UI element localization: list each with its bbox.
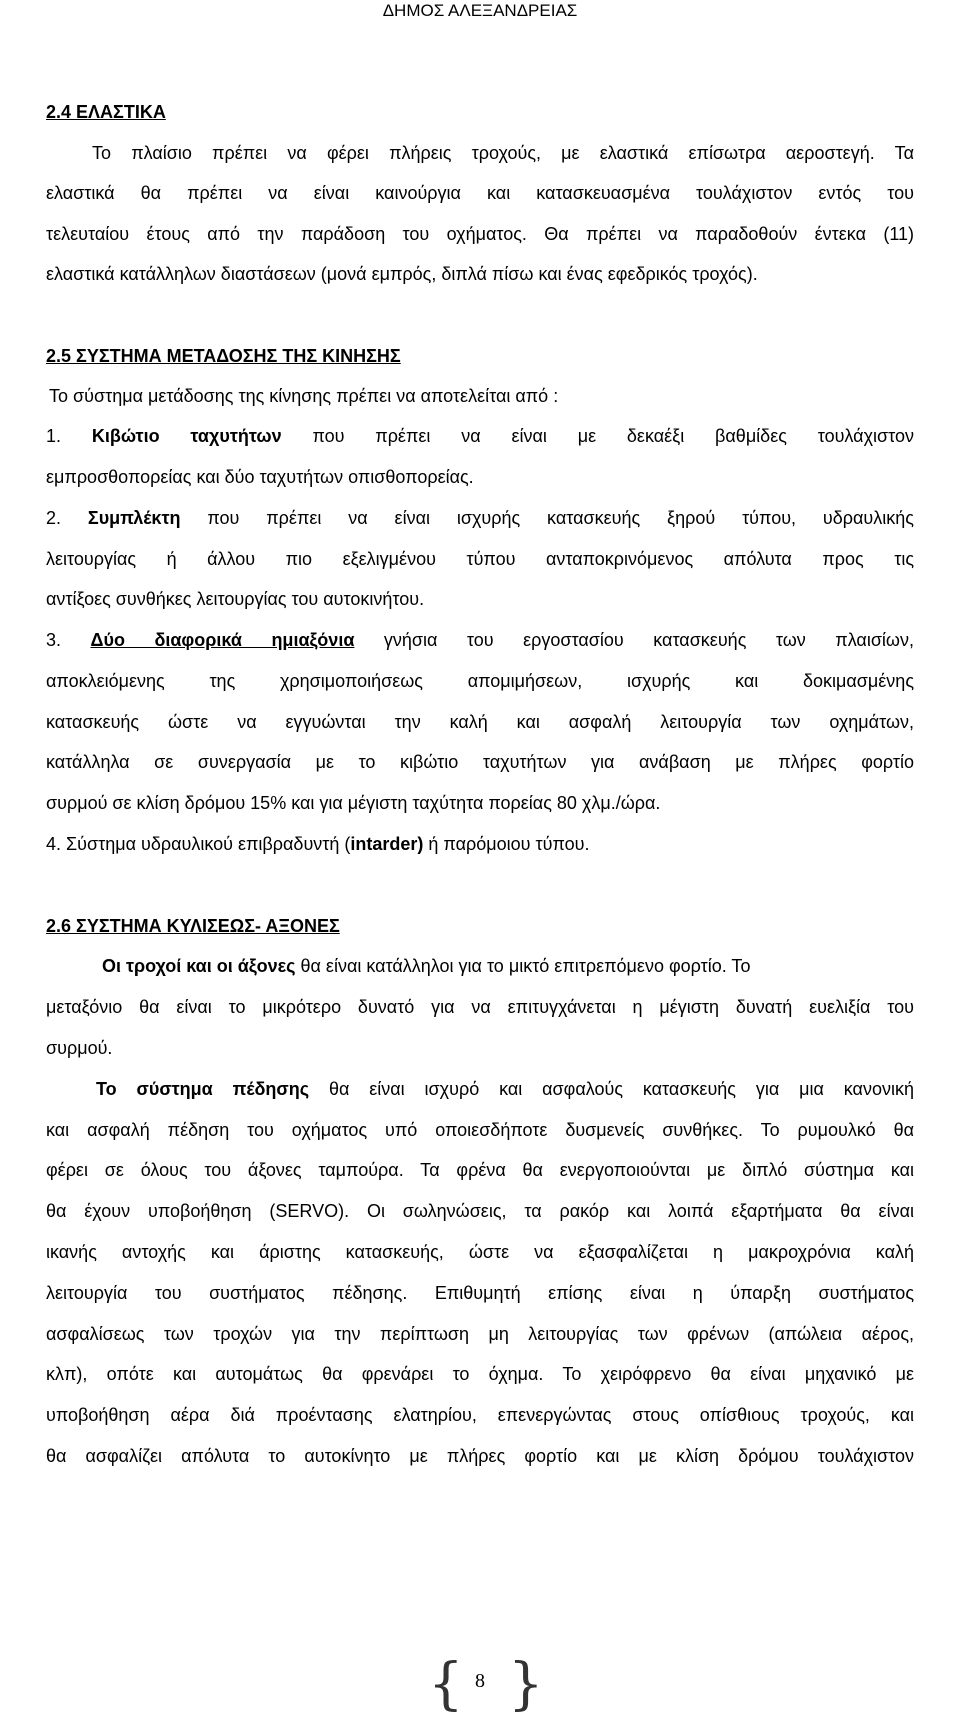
list-item-2-line: λειτουργίας ή άλλου πιο εξελιγμένου τύπου ανταποκρινόμενος απόλυτα προς τις	[46, 549, 914, 569]
section-heading-2-4: 2.4 ΕΛΑΣΤΙΚΑ	[46, 102, 166, 122]
paragraph-line: Το πλαίσιο πρέπει να φέρει πλήρεις τροχούς, με ελαστικά επίσωτρα αεροστεγή. Τα	[92, 143, 914, 163]
paragraph-line: μεταξόνιο θα είναι το μικρότερο δυνατό για να επιτυγχάνεται η μέγιστη δυνατή ευελιξία του	[46, 997, 914, 1017]
page-footer	[0, 1652, 960, 1719]
section-intro: Το σύστημα μετάδοσης της κίνησης πρέπει να αποτελείται από :	[49, 386, 559, 406]
list-item-1-line: 1. Κιβώτιο ταχυτήτων που πρέπει να είναι με δεκαέξι βαθμίδες τουλάχιστον	[46, 426, 914, 446]
list-item-3-line: κατάλληλα σε συνεργασία με το κιβώτιο ταχυτήτων για ανάβαση με πλήρες φορτίο	[46, 752, 914, 772]
paragraph-line: συρμού.	[46, 1038, 113, 1058]
list-item-4-term: intarder)	[350, 834, 424, 854]
left-brace-icon: {	[428, 1652, 464, 1717]
list-item-1-term: Κιβώτιο ταχυτήτων	[91, 426, 282, 446]
list-item-1-line: εμπροσθοπορείας και δύο ταχυτήτων οπισθοπορείας.	[46, 467, 474, 487]
paragraph-line: ελαστικά θα πρέπει να είναι καινούργια και κατασκευασμένα τουλάχιστον εντός του	[46, 183, 914, 203]
page-header: ΔΗΜΟΣ ΑΛΕΞΑΝΔΡΕΙΑΣ	[382, 1, 578, 20]
list-item-4-line: 4. Σύστημα υδραυλικού επιβραδυντή (intarder) ή παρόμοιου τύπου.	[46, 834, 590, 854]
list-item-3-term: Δύο διαφορικά ημιαξόνια	[90, 630, 355, 650]
paragraph-line: και ασφαλή πέδηση του οχήματος υπό οποιεσδήποτε δυσμενείς συνθήκες. Το ρυμουλκό θα	[46, 1120, 914, 1140]
wheels-axles-term: Οι τροχοί και οι άξονες	[102, 956, 296, 976]
list-item-3-line: 3. Δύο διαφορικά ημιαξόνια γνήσια του εργοστασίου κατασκευής των πλαισίων,	[46, 630, 914, 650]
paragraph-line: Οι τροχοί και οι άξονες θα είναι κατάλληλοι για το μικτό επιτρεπόμενο φορτίο. Το	[102, 956, 751, 976]
list-item-3-line: συρμού σε κλίση δρόμου 15% και για μέγιστη ταχύτητα πορείας 80 χλμ./ώρα.	[46, 793, 661, 813]
paragraph-line: ικανής αντοχής και άριστης κατασκευής, ώστε να εξασφαλίζεται η μακροχρόνια καλή	[46, 1242, 914, 1262]
list-item-2-term: Συμπλέκτη	[87, 508, 181, 528]
section-heading-2-6: 2.6 ΣΥΣΤΗΜΑ ΚΥΛΙΣΕΩΣ- ΑΞΟΝΕΣ	[46, 916, 340, 936]
paragraph-line: Το σύστημα πέδησης θα είναι ισχυρό και ασφαλούς κατασκευής για μια κανονική	[96, 1079, 914, 1099]
list-item-3-line: αποκλειόμενης της χρησιμοποιήσεως απομιμήσεων, ισχυρής και δοκιμασμένης	[46, 671, 914, 691]
paragraph-line: φέρει σε όλους του άξονες ταμπούρα. Τα φρένα θα ενεργοποιούνται με διπλό σύστημα και	[46, 1160, 914, 1180]
right-brace-icon: }	[508, 1652, 544, 1717]
paragraph-line: θα έχουν υποβοήθηση (SERVO). Οι σωληνώσεις, τα ρακόρ και λοιπά εξαρτήματα θα είναι	[46, 1201, 914, 1221]
list-item-2-line: 2. Συμπλέκτη που πρέπει να είναι ισχυρής κατασκευής ξηρού τύπου, υδραυλικής	[46, 508, 914, 528]
page-number: 8	[475, 1670, 485, 1692]
section-heading-2-5: 2.5 ΣΥΣΤΗΜΑ ΜΕΤΑΔΟΣΗΣ ΤΗΣ ΚΙΝΗΣΗΣ	[46, 346, 401, 366]
paragraph-line: υποβοήθηση αέρα διά προέντασης ελατηρίου, επενεργώντας στους οπίσθιους τροχούς, και	[46, 1405, 914, 1425]
paragraph-line: λειτουργία του συστήματος πέδησης. Επιθυμητή επίσης είναι η ύπαρξη συστήματος	[46, 1283, 914, 1303]
list-item-3-line: κατασκευής ώστε να εγγυώνται την καλή και ασφαλή λειτουργία των οχημάτων,	[46, 712, 914, 732]
list-item-2-line: αντίξοες συνθήκες λειτουργίας του αυτοκινήτου.	[46, 589, 425, 609]
paragraph-line: ασφαλίσεως των τροχών για την περίπτωση μη λειτουργίας των φρένων (απώλεια αέρος,	[46, 1324, 914, 1344]
paragraph-line: ελαστικά κατάλληλων διαστάσεων (μονά εμπρός, διπλά πίσω και ένας εφεδρικός τροχός).	[46, 264, 758, 284]
paragraph-line: κλπ), οπότε και αυτομάτως θα φρενάρει το όχημα. Το χειρόφρενο θα είναι μηχανικό με	[46, 1364, 914, 1384]
paragraph-line: τελευταίου έτους από την παράδοση του οχήματος. Θα πρέπει να παραδοθούν έντεκα (11)	[46, 224, 914, 244]
paragraph-line: θα ασφαλίζει απόλυτα το αυτοκίνητο με πλήρες φορτίο και με κλίση δρόμου τουλάχιστον	[46, 1446, 914, 1466]
braking-system-term: Το σύστημα πέδησης	[96, 1079, 310, 1099]
